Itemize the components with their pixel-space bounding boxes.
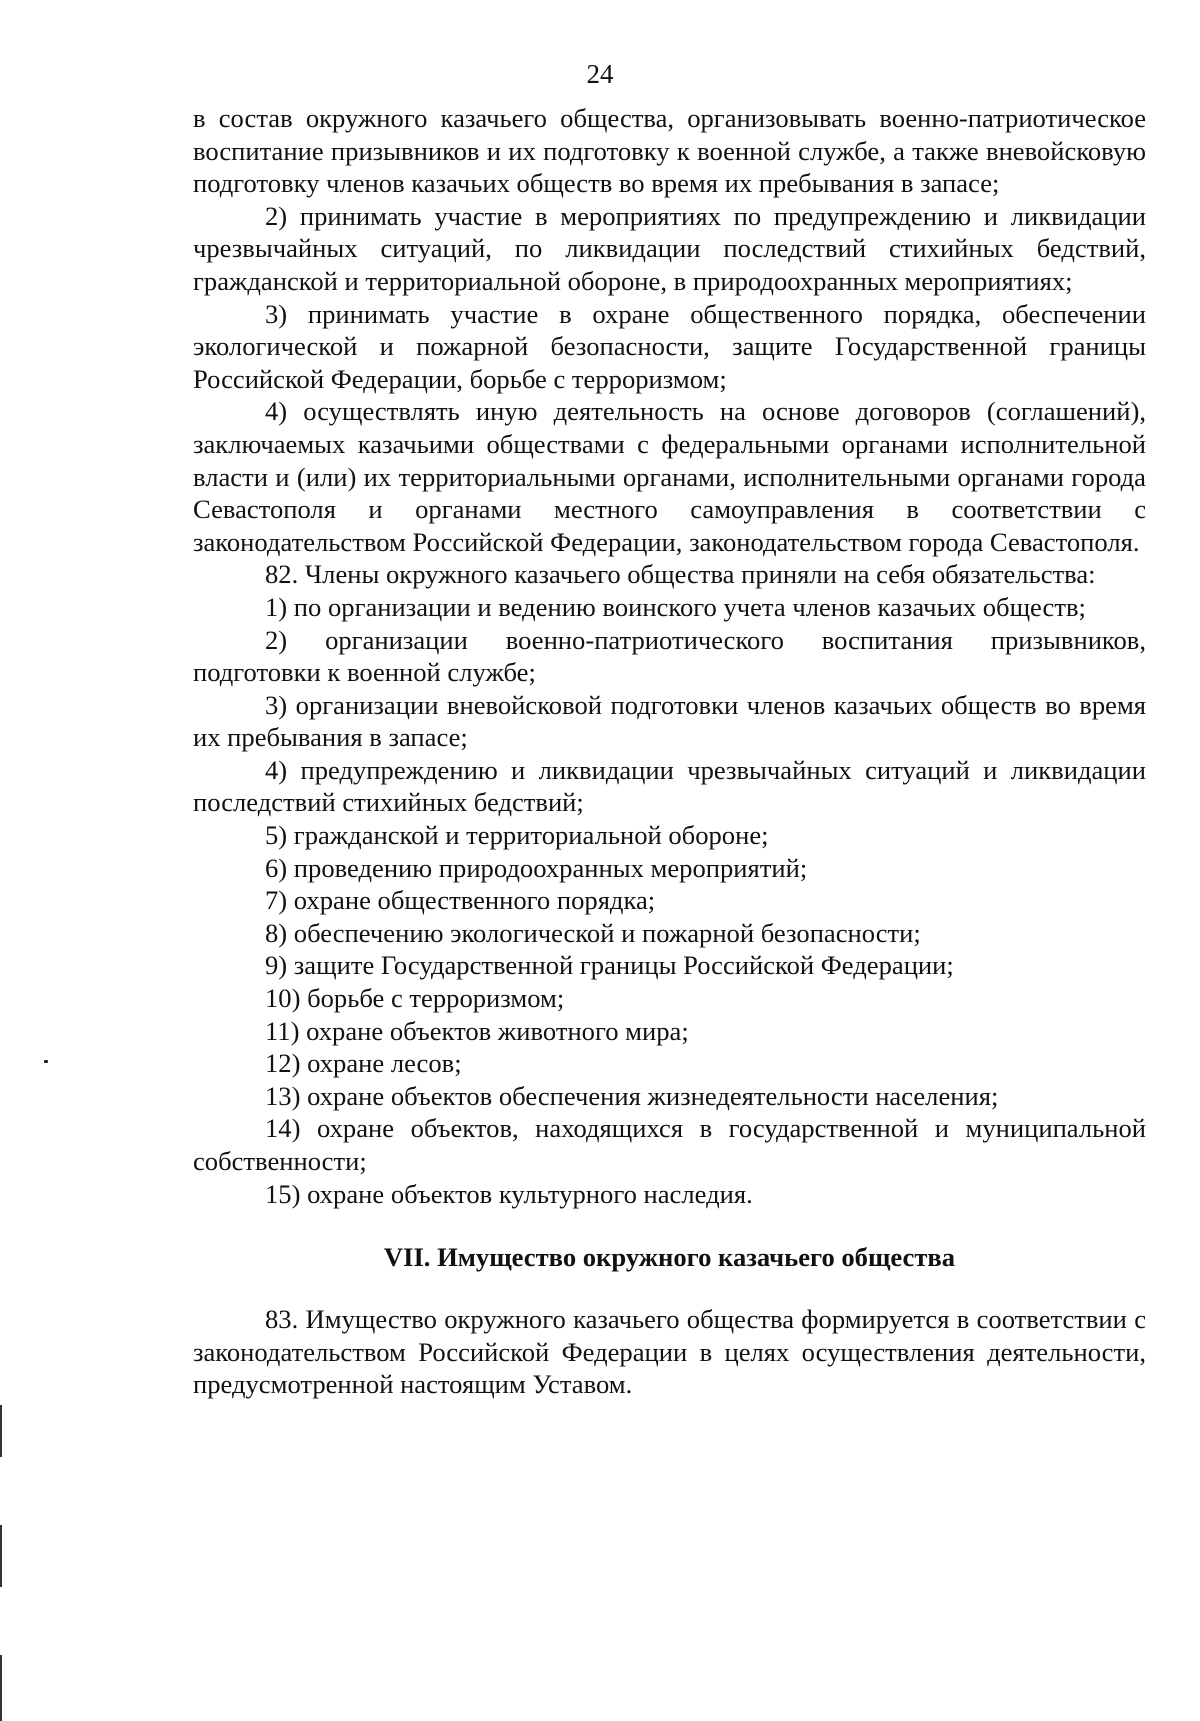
document-body: [193, 102, 1146, 1401]
paragraph: 83. Имущество окружного казачьего общества формируется в соответствии с законодательством Российской Федерации в целях осуществления деятельности, предусмотренной настоящим Уставом.: [193, 1304, 1146, 1400]
paragraph: 1) по организации и ведению воинского учета членов казачьих обществ;: [265, 591, 1086, 622]
paragraph: в состав окружного казачьего общества, организовывать военно-патриотическое воспитание призывников и их подготовку к военной службе, а также вневойсковую подготовку членов казачьих обществ во время их пребывания в запасе;: [193, 103, 1146, 199]
paragraph: 9) защите Государственной границы Российской Федерации;: [265, 950, 954, 981]
paragraph: 15) охране объектов культурного наследия.: [265, 1178, 753, 1209]
paragraphs-before-heading: [193, 102, 1146, 1210]
scan-speck: [44, 1060, 48, 1063]
scan-edge-mark: [0, 1405, 2, 1457]
paragraphs-after-heading: [193, 1303, 1146, 1401]
paragraph: 3) принимать участие в охране общественного порядка, обеспечении экологической и пожарной безопасности, защите Государственной границы Российской Федерации, борьбе с терроризмом;: [193, 298, 1146, 394]
paragraph: 13) охране объектов обеспечения жизнедеятельности населения;: [265, 1080, 999, 1111]
paragraph: 8) обеспечению экологической и пожарной безопасности;: [265, 917, 921, 948]
paragraph: 7) охране общественного порядка;: [265, 885, 656, 916]
paragraph: 3) организации вневойсковой подготовки членов казачьих обществ во время их пребывания в запасе;: [193, 689, 1146, 753]
scan-edge-mark: [0, 1655, 2, 1721]
paragraph: 5) гражданской и территориальной обороне;: [265, 820, 769, 851]
page-number: 24: [586, 59, 614, 89]
section-heading: VII. Имущество окружного казачьего общества: [383, 1242, 956, 1273]
paragraph: 6) проведению природоохранных мероприятий;: [265, 852, 808, 883]
paragraph: 14) охране объектов, находящихся в государственной и муниципальной собственности;: [193, 1113, 1146, 1176]
scan-edge-mark: [0, 1525, 2, 1587]
paragraph: 2) принимать участие в мероприятиях по предупреждению и ликвидации чрезвычайных ситуаций, по ликвидации последствий стихийных бедствий, гражданской и территориальной обороне, в природоохранных мероприятиях;: [193, 200, 1146, 296]
paragraph: 4) осуществлять иную деятельность на основе договоров (соглашений), заключаемых казачьими обществами с федеральными органами исполнительной власти и (или) их территориальными органами, исполнительными органами города Севастополя и органами местного самоуправления в соответствии с законодательством Российской Федерации, законодательством города Севастополя.: [193, 396, 1146, 557]
paragraph: 2) организации военно-патриотического воспитания призывников, подготовки к военной службе;: [193, 624, 1146, 688]
paragraph: 10) борьбе с терроризмом;: [265, 983, 565, 1014]
paragraph: 12) охране лесов;: [265, 1048, 462, 1079]
paragraph: 11) охране объектов животного мира;: [265, 1015, 689, 1046]
paragraph: 82. Члены окружного казачьего общества приняли на себя обязательства:: [265, 559, 1096, 590]
paragraph: 4) предупреждению и ликвидации чрезвычайных ситуаций и ликвидации последствий стихийных бедствий;: [193, 754, 1146, 818]
